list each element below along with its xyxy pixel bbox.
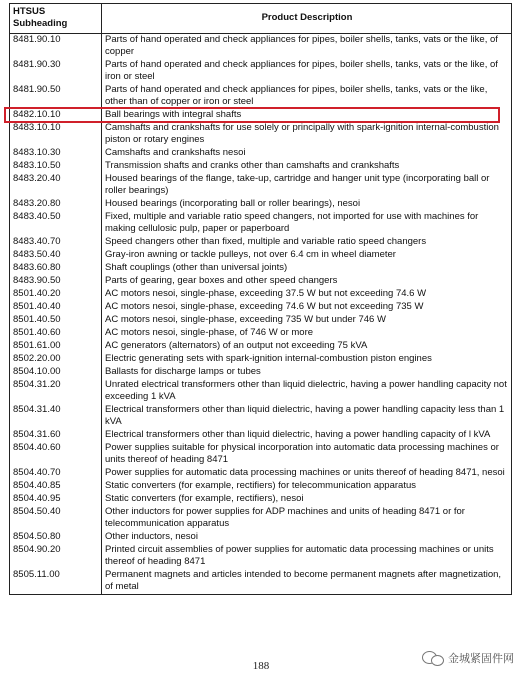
table-row <box>10 236 512 249</box>
table-row <box>10 429 512 442</box>
table-row <box>10 327 512 340</box>
header-htsus-subheading <box>10 4 102 34</box>
cell-product-description: Electrical transformers other than liquid dielectric, having a power handling capacity less than 1 kVA <box>102 404 512 429</box>
cell-subheading-code: 8504.31.40 <box>10 404 102 429</box>
cell-subheading-code: 8501.61.00 <box>10 340 102 353</box>
cell-subheading-code: 8504.40.85 <box>10 480 102 493</box>
cell-subheading-code: 8504.40.60 <box>10 442 102 467</box>
header-code-line1: HTSUS <box>13 6 46 17</box>
cell-product-description: Camshafts and crankshafts for use solely or principally with spark-ignition internal-combustion piston or rotary engines <box>102 122 512 147</box>
table-row <box>10 353 512 366</box>
cell-product-description: Gray-iron awning or tackle pulleys, not over 6.4 cm in wheel diameter <box>102 249 512 262</box>
table-row <box>10 249 512 262</box>
cell-product-description: AC motors nesoi, single-phase, of 746 W or more <box>102 327 512 340</box>
cell-product-description: AC generators (alternators) of an output not exceeding 75 kVA <box>102 340 512 353</box>
cell-product-description: Housed bearings of the flange, take-up, cartridge and hanger unit type (incorporating ball or roller bearings) <box>102 173 512 198</box>
cell-subheading-code: 8501.40.60 <box>10 327 102 340</box>
table-row <box>10 544 512 569</box>
table-row <box>10 493 512 506</box>
cell-subheading-code: 8504.31.60 <box>10 429 102 442</box>
cell-subheading-code: 8504.31.20 <box>10 379 102 404</box>
cell-subheading-code: 8505.11.00 <box>10 569 102 595</box>
cell-product-description: Fixed, multiple and variable ratio speed changers, not imported for use with machines for making cellulosic pulp, paper or paperboard <box>102 211 512 236</box>
wechat-icon <box>422 650 444 666</box>
cell-product-description: Shaft couplings (other than universal joints) <box>102 262 512 275</box>
table-row <box>10 340 512 353</box>
cell-product-description: AC motors nesoi, single-phase, exceeding 74.6 W but not exceeding 735 W <box>102 301 512 314</box>
cell-product-description: Unrated electrical transformers other than liquid dielectric, having a power handling capacity not exceeding 1 kVA <box>102 379 512 404</box>
table-row <box>10 84 512 109</box>
cell-product-description: Permanent magnets and articles intended to become permanent magnets after magnetization, of metal <box>102 569 512 595</box>
table-row <box>10 109 512 122</box>
table-row <box>10 379 512 404</box>
cell-product-description: Parts of hand operated and check appliances for pipes, boiler shells, tanks, vats or the like, other than of copper or iron or steel <box>102 84 512 109</box>
watermark <box>422 650 514 666</box>
table-row <box>10 198 512 211</box>
cell-subheading-code: 8504.50.40 <box>10 506 102 531</box>
cell-subheading-code: 8482.10.10 <box>10 109 102 122</box>
cell-product-description: Ball bearings with integral shafts <box>102 109 512 122</box>
table-row <box>10 301 512 314</box>
cell-product-description: AC motors nesoi, single-phase, exceeding 37.5 W but not exceeding 74.6 W <box>102 288 512 301</box>
cell-product-description: Electrical transformers other than liquid dielectric, having a power handling capacity of l kVA <box>102 429 512 442</box>
cell-product-description: Transmission shafts and cranks other than camshafts and crankshafts <box>102 160 512 173</box>
table-row <box>10 467 512 480</box>
table-row <box>10 506 512 531</box>
cell-subheading-code: 8483.60.80 <box>10 262 102 275</box>
table-row <box>10 366 512 379</box>
table-row <box>10 122 512 147</box>
page-number: 188 <box>252 660 270 672</box>
cell-subheading-code: 8483.10.30 <box>10 147 102 160</box>
table-row <box>10 59 512 84</box>
cell-subheading-code: 8504.90.20 <box>10 544 102 569</box>
cell-product-description: Power supplies for automatic data processing machines or units thereof of heading 8471, nesoi <box>102 467 512 480</box>
table-body <box>10 34 512 595</box>
table-header-row <box>10 4 512 34</box>
cell-subheading-code: 8501.40.50 <box>10 314 102 327</box>
table-row <box>10 34 512 60</box>
cell-subheading-code: 8504.40.95 <box>10 493 102 506</box>
table-row <box>10 404 512 429</box>
tariff-table <box>9 3 512 595</box>
cell-product-description: Speed changers other than fixed, multiple and variable ratio speed changers <box>102 236 512 249</box>
cell-product-description: Other inductors for power supplies for ADP machines and units of heading 8471 or for telecommunication apparatus <box>102 506 512 531</box>
cell-subheading-code: 8483.20.80 <box>10 198 102 211</box>
table-row <box>10 288 512 301</box>
header-code-line2: Subheading <box>13 18 68 29</box>
cell-product-description: Ballasts for discharge lamps or tubes <box>102 366 512 379</box>
cell-product-description: Parts of hand operated and check appliances for pipes, boiler shells, tanks, vats or the like, of copper <box>102 34 512 60</box>
cell-subheading-code: 8504.40.70 <box>10 467 102 480</box>
cell-product-description: Parts of hand operated and check appliances for pipes, boiler shells, tanks, vats or the like, of iron or steel <box>102 59 512 84</box>
cell-subheading-code: 8483.40.50 <box>10 211 102 236</box>
cell-product-description: Static converters (for example, rectifiers) for telecommunication apparatus <box>102 480 512 493</box>
cell-subheading-code: 8501.40.20 <box>10 288 102 301</box>
cell-subheading-code: 8481.90.30 <box>10 59 102 84</box>
cell-product-description: Static converters (for example, rectifiers), nesoi <box>102 493 512 506</box>
cell-product-description: Printed circuit assemblies of power supplies for automatic data processing machines or units thereof of heading 8471 <box>102 544 512 569</box>
table-row <box>10 480 512 493</box>
cell-product-description: AC motors nesoi, single-phase, exceeding 735 W but under 746 W <box>102 314 512 327</box>
table-row <box>10 275 512 288</box>
table-row <box>10 160 512 173</box>
cell-subheading-code: 8481.90.10 <box>10 34 102 60</box>
cell-subheading-code: 8502.20.00 <box>10 353 102 366</box>
cell-subheading-code: 8481.90.50 <box>10 84 102 109</box>
cell-subheading-code: 8483.50.40 <box>10 249 102 262</box>
cell-product-description: Parts of gearing, gear boxes and other speed changers <box>102 275 512 288</box>
cell-subheading-code: 8483.40.70 <box>10 236 102 249</box>
cell-subheading-code: 8483.90.50 <box>10 275 102 288</box>
watermark-text: 金城紧固件网 <box>448 652 514 665</box>
cell-product-description: Power supplies suitable for physical incorporation into automatic data processing machines or units thereof of heading 8471 <box>102 442 512 467</box>
cell-product-description: Housed bearings (incorporating ball or roller bearings), nesoi <box>102 198 512 211</box>
cell-product-description: Electric generating sets with spark-ignition internal-combustion piston engines <box>102 353 512 366</box>
cell-product-description: Camshafts and crankshafts nesoi <box>102 147 512 160</box>
cell-subheading-code: 8483.20.40 <box>10 173 102 198</box>
table-row <box>10 173 512 198</box>
cell-product-description: Other inductors, nesoi <box>102 531 512 544</box>
table-row <box>10 147 512 160</box>
cell-subheading-code: 8504.50.80 <box>10 531 102 544</box>
table-row <box>10 569 512 595</box>
header-product-description: Product Description <box>102 4 512 34</box>
cell-subheading-code: 8504.10.00 <box>10 366 102 379</box>
cell-subheading-code: 8483.10.50 <box>10 160 102 173</box>
cell-subheading-code: 8501.40.40 <box>10 301 102 314</box>
cell-subheading-code: 8483.10.10 <box>10 122 102 147</box>
table-row <box>10 442 512 467</box>
table-row <box>10 531 512 544</box>
table-row <box>10 211 512 236</box>
table-row <box>10 314 512 327</box>
table-row <box>10 262 512 275</box>
